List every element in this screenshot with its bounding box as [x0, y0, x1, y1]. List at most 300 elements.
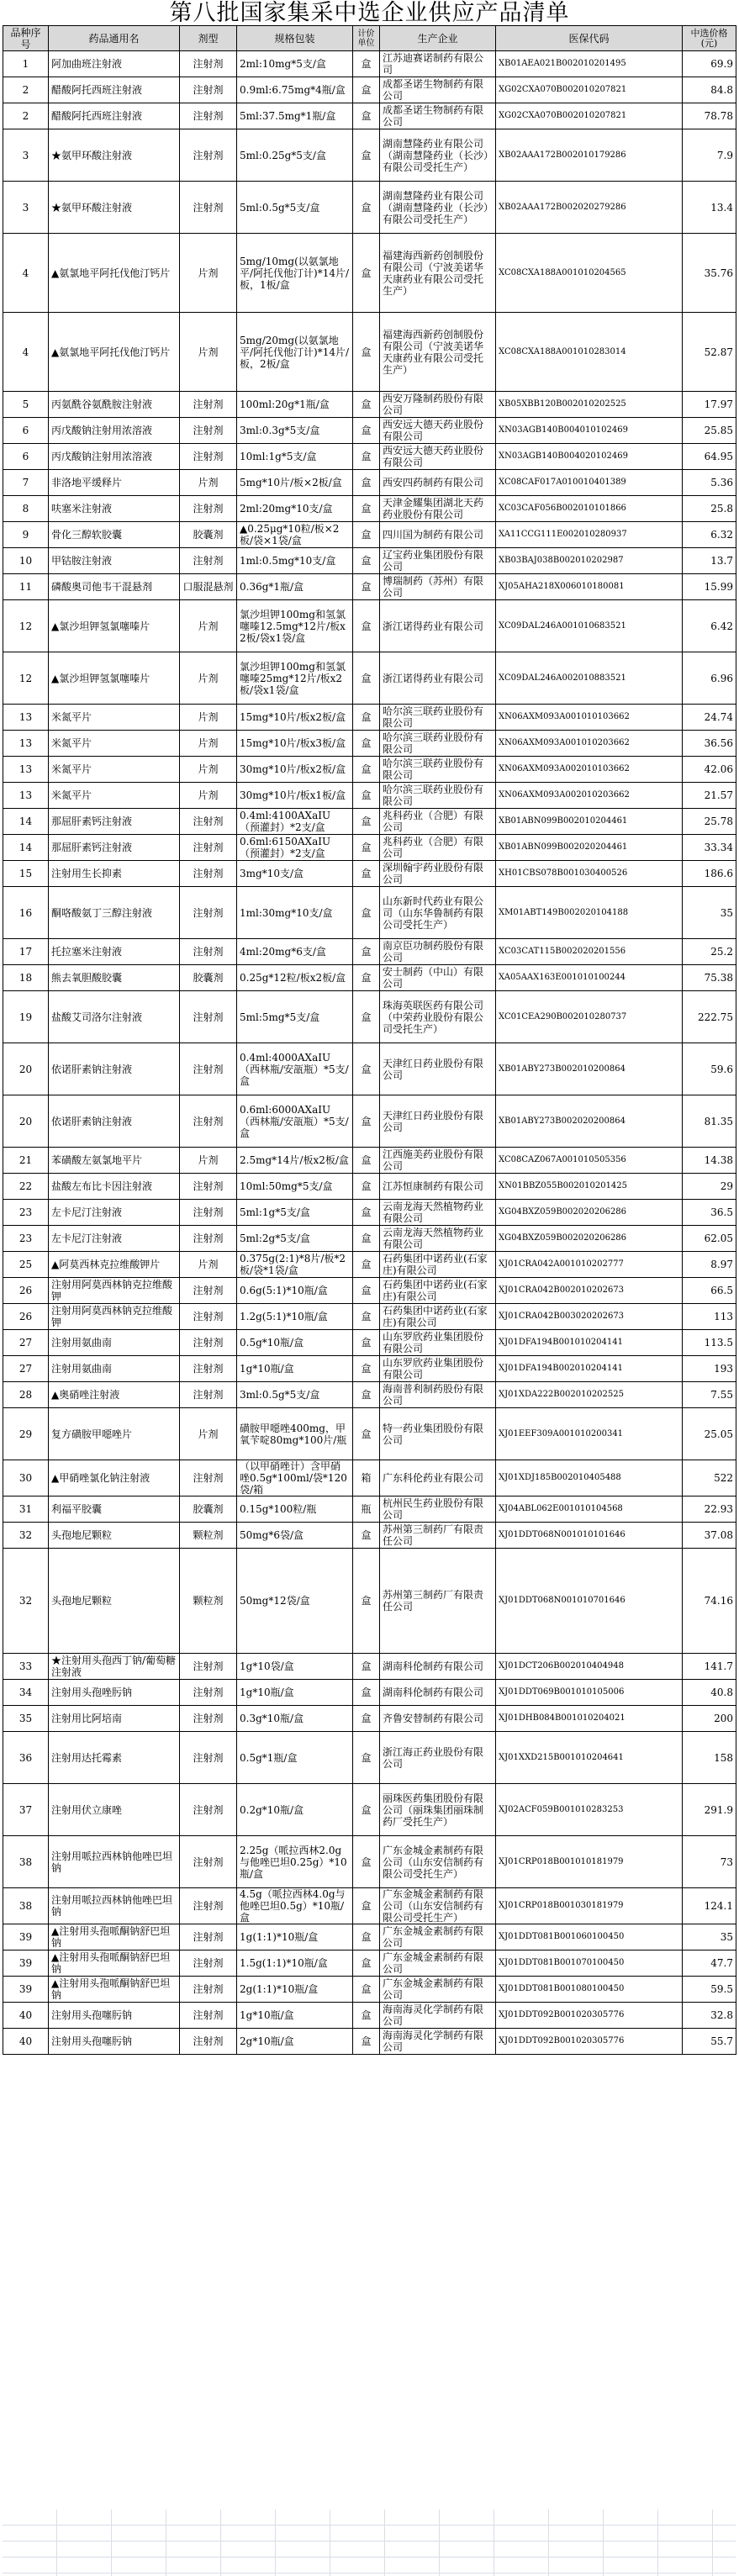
- cell-seq: 8: [3, 496, 49, 522]
- cell-code: XJ01CRA042B003020202673: [496, 1304, 683, 1330]
- cell-code: XB02AAA172B002010179286: [496, 129, 683, 182]
- cell-dosage-form: 注射剂: [180, 1278, 237, 1304]
- cell-price: 47.7: [683, 1950, 736, 1977]
- cell-seq: 27: [3, 1356, 49, 1382]
- table-row: [3, 574, 736, 600]
- cell-seq: 3: [3, 129, 49, 182]
- cell-spec: 2.25g（哌拉西林2.0g与他唑巴坦0.25g）*10瓶/盒: [237, 1836, 353, 1888]
- cell-seq: 9: [3, 522, 49, 548]
- cell-unit: 盒: [353, 1706, 380, 1732]
- cell-price: 59.6: [683, 1043, 736, 1095]
- cell-code: XN06AXM093A001010103662: [496, 705, 683, 731]
- cell-unit: 盒: [353, 705, 380, 731]
- cell-spec: 5ml:1g*5支/盒: [237, 1200, 353, 1226]
- cell-price: 59.5: [683, 1977, 736, 2003]
- cell-seq: 1: [3, 51, 49, 77]
- cell-manufacturer: 福建海西新药创制股份有限公司（宁波美诺华天康药业有限公司受托生产）: [380, 234, 496, 313]
- cell-price: 62.05: [683, 1226, 736, 1252]
- cell-dosage-form: 注射剂: [180, 103, 237, 129]
- cell-seq: 38: [3, 1836, 49, 1888]
- cell-manufacturer: 西安远大德天药业股份有限公司: [380, 418, 496, 444]
- cell-price: 55.7: [683, 2029, 736, 2055]
- cell-code: XC09DAL246A001010683521: [496, 600, 683, 652]
- cell-spec: 0.9ml:6.75mg*4瓶/盒: [237, 77, 353, 103]
- cell-unit: 盒: [353, 652, 380, 705]
- cell-unit: 盒: [353, 182, 380, 234]
- cell-dosage-form: 片剂: [180, 757, 237, 783]
- cell-drug-name: 注射用头孢唑肟钠: [49, 1680, 180, 1706]
- table-row: [3, 1174, 736, 1200]
- cell-seq: 38: [3, 1888, 49, 1924]
- cell-price: 141.7: [683, 1654, 736, 1680]
- cell-price: 25.85: [683, 418, 736, 444]
- cell-price: 7.55: [683, 1382, 736, 1408]
- table-row: [3, 835, 736, 861]
- cell-spec: 3ml:0.3g*5支/盒: [237, 418, 353, 444]
- cell-drug-name: 甲钴胺注射液: [49, 548, 180, 574]
- cell-dosage-form: 注射剂: [180, 887, 237, 939]
- cell-code: XC08CXA188A001010283014: [496, 313, 683, 392]
- cell-unit: 盒: [353, 600, 380, 652]
- table-row: [3, 2003, 736, 2029]
- cell-seq: 39: [3, 1924, 49, 1950]
- cell-drug-name: 复方磺胺甲噁唑片: [49, 1408, 180, 1460]
- cell-unit: 盒: [353, 392, 380, 418]
- cell-manufacturer: 湖南慧隆药业有限公司（湖南慧隆药业（长沙）有限公司受托生产）: [380, 129, 496, 182]
- cell-manufacturer: 哈尔滨三联药业股份有限公司: [380, 705, 496, 731]
- cell-manufacturer: 齐鲁安替制药有限公司: [380, 1706, 496, 1732]
- table-row: [3, 1732, 736, 1784]
- cell-spec: 15mg*10片/板x2板/盒: [237, 705, 353, 731]
- table-row: [3, 1924, 736, 1950]
- cell-code: XN03AGB140B004020102469: [496, 444, 683, 470]
- cell-spec: 0.2g*10瓶/盒: [237, 1784, 353, 1836]
- cell-price: 35.76: [683, 234, 736, 313]
- table-row: [3, 1497, 736, 1523]
- cell-dosage-form: 注射剂: [180, 1977, 237, 2003]
- cell-drug-name: 苯磺酸左氨氯地平片: [49, 1148, 180, 1174]
- cell-spec: 0.4ml:4100AXaIU（预灌封）*2支/盒: [237, 809, 353, 835]
- cell-price: 33.34: [683, 835, 736, 861]
- cell-unit: 盒: [353, 470, 380, 496]
- cell-unit: 盒: [353, 1148, 380, 1174]
- table-row: [3, 103, 736, 129]
- cell-unit: 盒: [353, 1523, 380, 1549]
- cell-manufacturer: 天津红日药业股份有限公司: [380, 1095, 496, 1148]
- cell-manufacturer: 广东科伦药业有限公司: [380, 1460, 496, 1497]
- cell-seq: 37: [3, 1784, 49, 1836]
- cell-manufacturer: 山东新时代药业有限公司（山东华鲁制药有限公司受托生产）: [380, 887, 496, 939]
- table-row: [3, 392, 736, 418]
- cell-code: XJ02ACF059B001010283253: [496, 1784, 683, 1836]
- cell-dosage-form: 注射剂: [180, 2003, 237, 2029]
- cell-manufacturer: 石药集团中诺药业(石家庄)有限公司: [380, 1278, 496, 1304]
- cell-spec: 5mg/20mg(以氨氯地平/阿托伐他汀计)*14片/板，2板/盒: [237, 313, 353, 392]
- table-row: [3, 1252, 736, 1278]
- cell-code: XN01BBZ055B002010201425: [496, 1174, 683, 1200]
- cell-drug-name: 阿加曲班注射液: [49, 51, 180, 77]
- cell-price: 6.42: [683, 600, 736, 652]
- cell-seq: 32: [3, 1549, 49, 1654]
- table-row: [3, 1095, 736, 1148]
- cell-unit: 盒: [353, 991, 380, 1043]
- cell-seq: 26: [3, 1278, 49, 1304]
- cell-price: 36.56: [683, 731, 736, 757]
- cell-drug-name: 注射用比阿培南: [49, 1706, 180, 1732]
- table-row: [3, 1523, 736, 1549]
- cell-seq: 28: [3, 1382, 49, 1408]
- cell-price: 113.5: [683, 1330, 736, 1356]
- cell-dosage-form: 注射剂: [180, 418, 237, 444]
- cell-unit: 盒: [353, 1680, 380, 1706]
- cell-code: XN06AXM093A002010203662: [496, 783, 683, 809]
- cell-spec: 50mg*12袋/盒: [237, 1549, 353, 1654]
- cell-spec: ▲0.25μg*10粒/板×2板/袋×1袋/盒: [237, 522, 353, 548]
- table-row: [3, 418, 736, 444]
- cell-drug-name: 注射用哌拉西林钠他唑巴坦钠: [49, 1888, 180, 1924]
- cell-seq: 40: [3, 2003, 49, 2029]
- cell-spec: 0.5g*10瓶/盒: [237, 1330, 353, 1356]
- cell-price: 186.6: [683, 861, 736, 887]
- cell-spec: 1g*10瓶/盒: [237, 1680, 353, 1706]
- cell-drug-name: ★注射用头孢西丁钠/葡萄糖注射液: [49, 1654, 180, 1680]
- cell-dosage-form: 注射剂: [180, 1732, 237, 1784]
- cell-manufacturer: 海南海灵化学制药有限公司: [380, 2029, 496, 2055]
- cell-unit: 盒: [353, 835, 380, 861]
- cell-spec: 磺胺甲噁唑400mg，甲氧苄啶80mg*100片/瓶: [237, 1408, 353, 1460]
- cell-seq: 10: [3, 548, 49, 574]
- cell-price: 13.7: [683, 548, 736, 574]
- table-row: [3, 444, 736, 470]
- cell-seq: 39: [3, 1977, 49, 2003]
- table-row: [3, 1836, 736, 1888]
- cell-dosage-form: 注射剂: [180, 1924, 237, 1950]
- cell-seq: 6: [3, 418, 49, 444]
- cell-drug-name: 头孢地尼颗粒: [49, 1549, 180, 1654]
- cell-drug-name: 丙氨酰谷氨酰胺注射液: [49, 392, 180, 418]
- cell-dosage-form: 片剂: [180, 313, 237, 392]
- cell-manufacturer: 成都圣诺生物制药有限公司: [380, 103, 496, 129]
- table-row: [3, 1680, 736, 1706]
- cell-drug-name: 注射用生长抑素: [49, 861, 180, 887]
- cell-code: XC03CAF056B002010101866: [496, 496, 683, 522]
- cell-drug-name: 丙戊酸钠注射用浓溶液: [49, 444, 180, 470]
- table-row: [3, 600, 736, 652]
- cell-manufacturer: 广东金城金素制药有限公司（山东安信制药有限公司受托生产）: [380, 1888, 496, 1924]
- cell-manufacturer: 浙江诺得药业有限公司: [380, 600, 496, 652]
- cell-dosage-form: 注射剂: [180, 548, 237, 574]
- cell-price: 6.32: [683, 522, 736, 548]
- cell-drug-name: 利福平胶囊: [49, 1497, 180, 1523]
- cell-unit: 盒: [353, 1226, 380, 1252]
- table-row: [3, 652, 736, 705]
- cell-price: 29: [683, 1174, 736, 1200]
- cell-seq: 19: [3, 991, 49, 1043]
- cell-drug-name: 那屈肝素钙注射液: [49, 809, 180, 835]
- cell-drug-name: 注射用氨曲南: [49, 1330, 180, 1356]
- cell-seq: 15: [3, 861, 49, 887]
- table-row: [3, 991, 736, 1043]
- cell-price: 5.36: [683, 470, 736, 496]
- col-header-spec: 规格包装: [237, 26, 353, 51]
- cell-drug-name: 注射用伏立康唑: [49, 1784, 180, 1836]
- cell-price: 158: [683, 1732, 736, 1784]
- cell-code: XC03CAT115B002020201556: [496, 939, 683, 965]
- cell-spec: 氯沙坦钾100mg和氢氯噻嗪12.5mg*12片/板x2板/袋x1袋/盒: [237, 600, 353, 652]
- cell-spec: 0.25g*12粒/板x2板/盒: [237, 965, 353, 991]
- cell-seq: 23: [3, 1200, 49, 1226]
- cell-unit: 盒: [353, 418, 380, 444]
- cell-spec: 2ml:20mg*10支/盒: [237, 496, 353, 522]
- cell-dosage-form: 注射剂: [180, 1784, 237, 1836]
- cell-unit: 盒: [353, 129, 380, 182]
- table-row: [3, 1200, 736, 1226]
- cell-seq: 34: [3, 1680, 49, 1706]
- cell-dosage-form: 片剂: [180, 234, 237, 313]
- cell-code: XG02CXA070B002010207821: [496, 77, 683, 103]
- cell-unit: 盒: [353, 783, 380, 809]
- cell-price: 66.5: [683, 1278, 736, 1304]
- cell-price: 200: [683, 1706, 736, 1732]
- cell-dosage-form: 注射剂: [180, 51, 237, 77]
- col-header-unit: 计价单位: [353, 26, 380, 51]
- cell-unit: 盒: [353, 1654, 380, 1680]
- cell-spec: 0.4ml:4000AXaIU（西林瓶/安瓿瓶）*5支/盒: [237, 1043, 353, 1095]
- cell-spec: 4ml:20mg*6支/盒: [237, 939, 353, 965]
- cell-drug-name: ▲氯沙坦钾氢氯噻嗪片: [49, 652, 180, 705]
- cell-code: XJ01DDT081B001060100450: [496, 1924, 683, 1950]
- cell-manufacturer: 特一药业集团股份有限公司: [380, 1408, 496, 1460]
- table-row: [3, 1654, 736, 1680]
- cell-drug-name: 骨化三醇软胶囊: [49, 522, 180, 548]
- cell-unit: 盒: [353, 1304, 380, 1330]
- table-row: [3, 783, 736, 809]
- cell-manufacturer: 兆科药业（合肥）有限公司: [380, 835, 496, 861]
- table-row: [3, 77, 736, 103]
- cell-price: 291.9: [683, 1784, 736, 1836]
- table-row: [3, 496, 736, 522]
- col-header-drug-name: 药品通用名: [49, 26, 180, 51]
- cell-spec: 2ml:10mg*5支/盒: [237, 51, 353, 77]
- cell-code: XJ04ABL062E001010104568: [496, 1497, 683, 1523]
- cell-code: XB01ABN099B002010204461: [496, 809, 683, 835]
- table-row: [3, 887, 736, 939]
- cell-spec: 0.15g*100粒/瓶: [237, 1497, 353, 1523]
- cell-code: XJ01CRP018B001010181979: [496, 1836, 683, 1888]
- cell-code: XB02AAA172B002020279286: [496, 182, 683, 234]
- cell-spec: 10ml:50mg*5支/盒: [237, 1174, 353, 1200]
- table-row: [3, 1382, 736, 1408]
- table-row: [3, 1043, 736, 1095]
- cell-code: XJ01DDT092B001020305776: [496, 2029, 683, 2055]
- cell-dosage-form: 注射剂: [180, 77, 237, 103]
- cell-price: 84.8: [683, 77, 736, 103]
- cell-spec: 1g*10袋/盒: [237, 1654, 353, 1680]
- cell-seq: 12: [3, 652, 49, 705]
- cell-spec: 0.375g(2:1)*8片/板*2板/袋*1袋/盒: [237, 1252, 353, 1278]
- cell-seq: 4: [3, 234, 49, 313]
- cell-price: 25.2: [683, 939, 736, 965]
- cell-code: XJ01DFA194B001010204141: [496, 1330, 683, 1356]
- cell-dosage-form: 注射剂: [180, 2029, 237, 2055]
- cell-seq: 2: [3, 103, 49, 129]
- cell-dosage-form: 片剂: [180, 1148, 237, 1174]
- cell-spec: 2g*10瓶/盒: [237, 2029, 353, 2055]
- cell-dosage-form: 胶囊剂: [180, 1497, 237, 1523]
- cell-price: 193: [683, 1356, 736, 1382]
- cell-dosage-form: 颗粒剂: [180, 1549, 237, 1654]
- cell-seq: 27: [3, 1330, 49, 1356]
- cell-price: 22.93: [683, 1497, 736, 1523]
- cell-dosage-form: 注射剂: [180, 1095, 237, 1148]
- cell-spec: 3mg*10支/盒: [237, 861, 353, 887]
- table-row: [3, 1148, 736, 1174]
- cell-price: 35: [683, 887, 736, 939]
- cell-dosage-form: 注射剂: [180, 1460, 237, 1497]
- cell-seq: 12: [3, 600, 49, 652]
- cell-unit: 盒: [353, 939, 380, 965]
- cell-price: 25.78: [683, 809, 736, 835]
- cell-code: XB03BAJ038B002010202987: [496, 548, 683, 574]
- cell-dosage-form: 注射剂: [180, 1836, 237, 1888]
- cell-seq: 33: [3, 1654, 49, 1680]
- cell-drug-name: 注射用头孢噻肟钠: [49, 2029, 180, 2055]
- cell-seq: 4: [3, 313, 49, 392]
- cell-dosage-form: 注射剂: [180, 444, 237, 470]
- table-row: [3, 522, 736, 548]
- cell-drug-name: 注射用阿莫西林钠克拉维酸钾: [49, 1278, 180, 1304]
- cell-seq: 11: [3, 574, 49, 600]
- cell-dosage-form: 注射剂: [180, 129, 237, 182]
- cell-unit: 盒: [353, 313, 380, 392]
- cell-seq: 5: [3, 392, 49, 418]
- cell-drug-name: 熊去氧胆酸胶囊: [49, 965, 180, 991]
- cell-unit: 盒: [353, 496, 380, 522]
- cell-spec: 30mg*10片/板x1板/盒: [237, 783, 353, 809]
- cell-drug-name: ▲注射用头孢哌酮钠舒巴坦钠: [49, 1950, 180, 1977]
- cell-manufacturer: 哈尔滨三联药业股份有限公司: [380, 731, 496, 757]
- cell-code: XB01ABN099B002020204461: [496, 835, 683, 861]
- cell-dosage-form: 注射剂: [180, 1226, 237, 1252]
- cell-code: XB01ABY273B002020200864: [496, 1095, 683, 1148]
- cell-unit: 盒: [353, 887, 380, 939]
- cell-code: XB05XBB120B002010202525: [496, 392, 683, 418]
- cell-seq: 18: [3, 965, 49, 991]
- cell-spec: 5mg*10片/板×2板/盒: [237, 470, 353, 496]
- cell-code: XJ01DDT069B001010105006: [496, 1680, 683, 1706]
- table-row: [3, 2029, 736, 2055]
- cell-code: XM01ABT149B002020104188: [496, 887, 683, 939]
- col-header-dosage-form: 剂型: [180, 26, 237, 51]
- cell-price: 64.95: [683, 444, 736, 470]
- cell-price: 7.9: [683, 129, 736, 182]
- cell-seq: 31: [3, 1497, 49, 1523]
- cell-seq: 14: [3, 835, 49, 861]
- cell-spec: 5ml:5mg*5支/盒: [237, 991, 353, 1043]
- cell-code: XC01CEA290B002010280737: [496, 991, 683, 1043]
- cell-spec: 1ml:0.5mg*10支/盒: [237, 548, 353, 574]
- cell-code: XG04BXZ059B002020206286: [496, 1226, 683, 1252]
- table-row: [3, 51, 736, 77]
- table-row: [3, 182, 736, 234]
- cell-code: XC08CAF017A010010401389: [496, 470, 683, 496]
- cell-spec: 5ml:0.25g*5支/盒: [237, 129, 353, 182]
- cell-unit: 盒: [353, 444, 380, 470]
- cell-drug-name: 醋酸阿托西班注射液: [49, 103, 180, 129]
- table-row: [3, 1356, 736, 1382]
- cell-unit: 盒: [353, 1888, 380, 1924]
- cell-code: XJ01CRP018B001030181979: [496, 1888, 683, 1924]
- cell-drug-name: 酮咯酸氨丁三醇注射液: [49, 887, 180, 939]
- cell-dosage-form: 注射剂: [180, 835, 237, 861]
- cell-price: 81.35: [683, 1095, 736, 1148]
- cell-price: 37.08: [683, 1523, 736, 1549]
- cell-dosage-form: 片剂: [180, 705, 237, 731]
- cell-price: 78.78: [683, 103, 736, 129]
- cell-unit: 瓶: [353, 1497, 380, 1523]
- cell-spec: 0.6ml:6150AXaIU（预灌封）*2支/盒: [237, 835, 353, 861]
- cell-code: XJ01CRA042B002010202673: [496, 1278, 683, 1304]
- cell-unit: 盒: [353, 965, 380, 991]
- cell-spec: 0.36g*1瓶/盒: [237, 574, 353, 600]
- cell-dosage-form: 注射剂: [180, 1200, 237, 1226]
- cell-price: 52.87: [683, 313, 736, 392]
- table-row: [3, 1950, 736, 1977]
- cell-seq: 2: [3, 77, 49, 103]
- cell-dosage-form: 注射剂: [180, 1382, 237, 1408]
- cell-seq: 3: [3, 182, 49, 234]
- cell-unit: 盒: [353, 757, 380, 783]
- cell-drug-name: ★氨甲环酸注射液: [49, 182, 180, 234]
- cell-manufacturer: 天津金耀集团湖北天药药业股份有限公司: [380, 496, 496, 522]
- cell-seq: 13: [3, 705, 49, 731]
- cell-price: 222.75: [683, 991, 736, 1043]
- cell-manufacturer: 哈尔滨三联药业股份有限公司: [380, 783, 496, 809]
- cell-dosage-form: 注射剂: [180, 1304, 237, 1330]
- cell-price: 113: [683, 1304, 736, 1330]
- cell-price: 17.97: [683, 392, 736, 418]
- cell-code: XJ01DDT092B001020305776: [496, 2003, 683, 2029]
- cell-dosage-form: 胶囊剂: [180, 522, 237, 548]
- cell-price: 40.8: [683, 1680, 736, 1706]
- table-row: [3, 965, 736, 991]
- cell-drug-name: 丙戊酸钠注射用浓溶液: [49, 418, 180, 444]
- col-header-price: 中选价格(元): [683, 26, 736, 51]
- cell-price: 6.96: [683, 652, 736, 705]
- cell-drug-name: 左卡尼汀注射液: [49, 1226, 180, 1252]
- cell-manufacturer: 石药集团中诺药业(石家庄)有限公司: [380, 1252, 496, 1278]
- cell-drug-name: ▲甲硝唑氯化钠注射液: [49, 1460, 180, 1497]
- cell-spec: 5ml:0.5g*5支/盒: [237, 182, 353, 234]
- cell-spec: 30mg*10片/板x2板/盒: [237, 757, 353, 783]
- cell-price: 14.38: [683, 1148, 736, 1174]
- cell-manufacturer: 西安远大德天药业股份有限公司: [380, 444, 496, 470]
- cell-manufacturer: 山东罗欣药业集团股份有限公司: [380, 1356, 496, 1382]
- cell-manufacturer: 辽宝药业集团股份有限公司: [380, 548, 496, 574]
- cell-drug-name: ▲氯沙坦钾氢氯噻嗪片: [49, 600, 180, 652]
- cell-spec: 100ml:20g*1瓶/盒: [237, 392, 353, 418]
- cell-seq: 13: [3, 757, 49, 783]
- cell-dosage-form: 注射剂: [180, 1706, 237, 1732]
- cell-unit: 盒: [353, 2003, 380, 2029]
- table-row: [3, 129, 736, 182]
- table-row: [3, 1977, 736, 2003]
- cell-manufacturer: 广东金城金素制药有限公司（山东安信制药有限公司受托生产）: [380, 1836, 496, 1888]
- table-row: [3, 548, 736, 574]
- cell-seq: 7: [3, 470, 49, 496]
- cell-manufacturer: 珠海英联医药有限公司（中荣药业股份有限公司受托生产）: [380, 991, 496, 1043]
- table-row: [3, 1330, 736, 1356]
